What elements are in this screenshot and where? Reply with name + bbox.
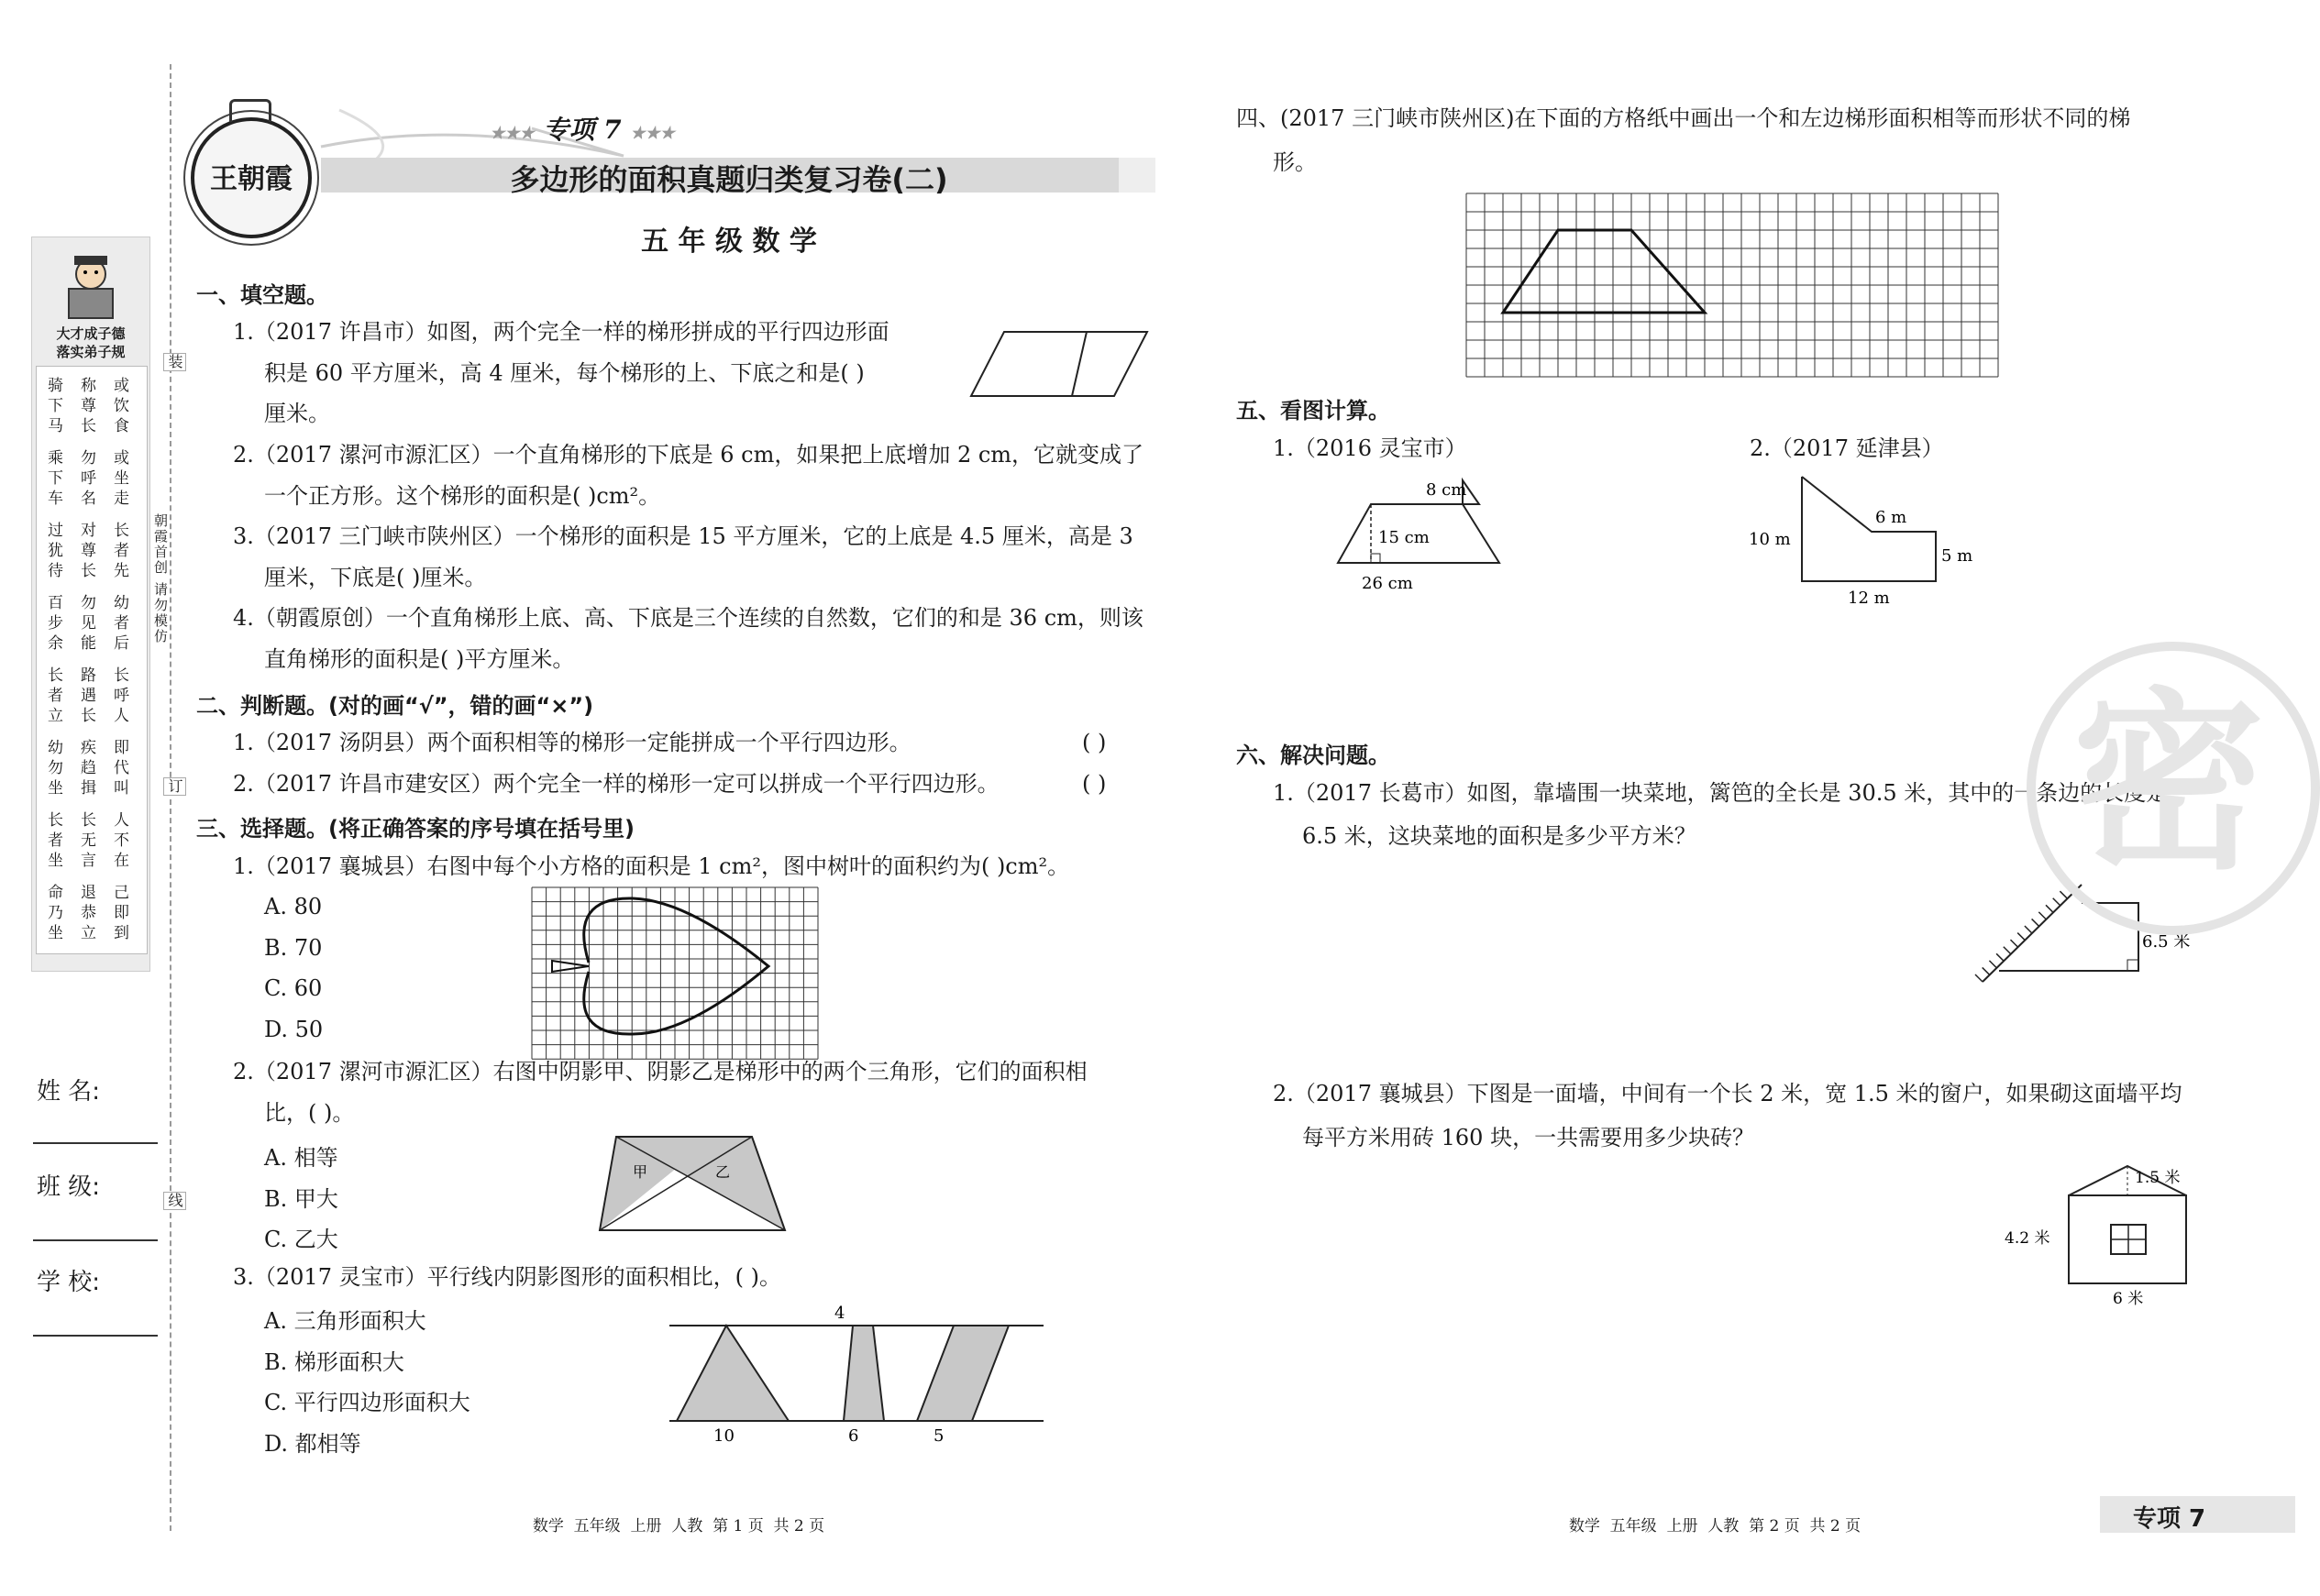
s3-q2-option-b[interactable]: B. 甲大 (264, 1186, 338, 1212)
dizigui-char: 坐 (48, 779, 63, 798)
motto-line-1: 大才成子德 (56, 325, 126, 342)
dizigui-char: 退 (81, 884, 96, 902)
dizigui-char: 下 (48, 469, 63, 488)
dizigui-char: 骑 (48, 377, 63, 395)
dizigui-char: 坐 (114, 469, 129, 488)
dizigui-char: 或 (114, 377, 129, 395)
dizigui-char: 食 (114, 417, 129, 435)
scholar-illustration (32, 243, 149, 325)
s3-q3-option-a[interactable]: A. 三角形面积大 (264, 1308, 426, 1334)
s3-q3: 3.（2017 灵宝市）平行线内阴影图形的面积相比，( )。 (233, 1264, 781, 1290)
dizigui-char: 后 (114, 634, 129, 653)
dizigui-char: 勿 (48, 759, 63, 777)
s3-q2-option-a[interactable]: A. 相等 (264, 1145, 338, 1171)
dizigui-char: 无 (81, 831, 96, 850)
dizigui-char: 步 (48, 614, 63, 633)
dizigui-char: 言 (81, 852, 96, 870)
label-10: 10 (713, 1426, 735, 1446)
copyright-note: 朝霞首创 请勿模仿 (152, 513, 169, 644)
dizigui-char: 下 (48, 397, 63, 415)
shade-label-yi: 乙 (715, 1163, 731, 1181)
dizigui-char: 先 (114, 562, 129, 580)
dizigui-char: 人 (114, 811, 129, 830)
shade-label-jia: 甲 (633, 1163, 648, 1181)
dizigui-char: 代 (114, 759, 129, 777)
class-field[interactable] (33, 1239, 158, 1241)
dizigui-char: 乘 (48, 449, 63, 468)
s4-title-line1: 四、(2017 三门峡市陕州区)在下面的方格纸中画出一个和左边梯形面积相等而形状不同的梯 (1236, 105, 2131, 131)
dizigui-char: 立 (48, 707, 63, 725)
dizigui-char: 能 (81, 634, 96, 653)
dizigui-char: 长 (114, 666, 129, 685)
dizigui-char: 遇 (81, 687, 96, 705)
motto-line-2: 落实弟子规 (56, 344, 126, 360)
s2-q2: 2.（2017 许昌市建安区）两个完全一样的梯形一定可以拼成一个平行四边形。 (233, 771, 1000, 797)
s3-q2-line2: 比，( )。 (264, 1100, 355, 1126)
watermark-text: 密 (2072, 671, 2266, 896)
dizigui-char: 长 (81, 811, 96, 830)
footer-left: 数学 五年级 上册 人教 第 1 页 共 2 页 (532, 1517, 825, 1535)
label-6m: 6 m (1875, 508, 1907, 527)
s6-q2-line2: 每平方米用砖 160 块，一共需要用多少块砖？ (1302, 1125, 1755, 1150)
parallel-lines-figure (669, 1298, 1045, 1445)
dizigui-char: 者 (48, 831, 63, 850)
dizigui-char: 疾 (81, 739, 96, 757)
sidebar-panel (31, 237, 150, 972)
label-26cm: 26 cm (1362, 574, 1413, 593)
s3-q1-option-b[interactable]: B. 70 (264, 935, 323, 961)
s5-q2: 2.（2017 延津县） (1750, 435, 1944, 461)
dizigui-char: 长 (81, 707, 96, 725)
label-5m: 5 m (1941, 546, 1973, 566)
dizigui-char: 人 (114, 707, 129, 725)
footer-right: 数学 五年级 上册 人教 第 2 页 共 2 页 (1568, 1517, 1862, 1535)
dizigui-char: 者 (114, 614, 129, 633)
dizigui-char: 车 (48, 490, 63, 508)
s2-q2-answer-bracket[interactable]: ( ) (1082, 771, 1107, 797)
dizigui-char: 名 (81, 490, 96, 508)
watermark-seal (2027, 642, 2320, 935)
s3-q1-option-d[interactable]: D. 50 (264, 1017, 324, 1042)
s3-q3-option-d[interactable]: D. 都相等 (264, 1431, 361, 1457)
s3-q3-option-c[interactable]: C. 平行四边形面积大 (264, 1390, 470, 1415)
dizigui-char: 称 (81, 377, 96, 395)
s1-q4-line2: 直角梯形的面积是( )平方厘米。 (264, 646, 575, 672)
dizigui-char: 或 (114, 449, 129, 468)
school-field[interactable] (33, 1335, 158, 1337)
dizigui-char: 在 (114, 852, 129, 870)
dizigui-char: 即 (114, 904, 129, 922)
dizigui-char: 乃 (48, 904, 63, 922)
class-label: 班 级: (37, 1173, 101, 1201)
s3-q1-option-c[interactable]: C. 60 (264, 975, 323, 1001)
dizigui-char: 饮 (114, 397, 129, 415)
dizigui-char: 不 (114, 831, 129, 850)
corner-tab-label: 专项 7 (2133, 1505, 2206, 1533)
dizigui-char: 恭 (81, 904, 96, 922)
dizigui-char: 长 (81, 562, 96, 580)
section6-title: 六、解决问题。 (1236, 743, 1390, 768)
s6-q1-line2: 6.5 米，这块菜地的面积是多少平方米？ (1302, 823, 1696, 849)
dizigui-char: 即 (114, 739, 129, 757)
dizigui-char: 见 (81, 614, 96, 633)
dizigui-char: 长 (81, 417, 96, 435)
s1-q4-line1: 4.（朝霞原创）一个直角梯形上底、高、下底是三个连续的自然数，它们的和是 36 cm，则该 (233, 605, 1143, 631)
s6-q1-line1: 1.（2017 长葛市）如图，靠墙围一块菜地，篱笆的全长是 30.5 米，其中的一条边的长度是 (1273, 780, 2169, 806)
label-6m-house: 6 米 (2113, 1290, 2144, 1308)
leaf-grid-figure (532, 887, 822, 1041)
dizigui-char: 待 (48, 562, 63, 580)
page-subtitle: 五 年 级 数 学 (641, 226, 817, 258)
s5-q1-figure (1334, 468, 1518, 596)
dizigui-char: 立 (81, 924, 96, 942)
dizigui-char: 余 (48, 634, 63, 653)
label-4: 4 (834, 1304, 845, 1323)
name-field[interactable] (33, 1142, 158, 1144)
dizigui-char: 叫 (114, 779, 129, 798)
house-wall-figure (1999, 1157, 2201, 1313)
dizigui-char: 勿 (81, 594, 96, 612)
corner-tab (2100, 1496, 2295, 1533)
s3-q2-option-c[interactable]: C. 乙大 (264, 1227, 338, 1252)
binding-dashed-line (170, 64, 171, 1531)
dizigui-char: 对 (81, 522, 96, 540)
dizigui-char: 尊 (81, 397, 96, 415)
dizigui-char: 呼 (114, 687, 129, 705)
dizigui-char: 犹 (48, 542, 63, 560)
topic-line: ★★★ 专项 7 ★★★ (490, 115, 675, 145)
s1-q3-line1: 3.（2017 三门峡市陕州区）一个梯形的面积是 15 平方厘米，它的上底是 4.5 厘米，高是 3 (233, 523, 1133, 549)
s1-q2-line1: 2.（2017 漯河市源汇区）一个直角梯形的下底是 6 cm，如果把上底增加 2 cm，它就变成了 (233, 442, 1144, 468)
s1-q1-line1: 1.（2017 许昌市）如图，两个完全一样的梯形拼成的平行四边形面 (233, 319, 889, 345)
dizigui-char: 路 (81, 666, 96, 685)
s5-q1: 1.（2016 灵宝市） (1273, 435, 1467, 461)
name-label: 姓 名: (37, 1078, 101, 1106)
fold-mark-3: 线 (163, 1192, 186, 1210)
s1-q1-line2: 积是 60 平方厘米，高 4 厘米，每个梯形的上、下底之和是( ) (264, 360, 865, 386)
s3-q1: 1.（2017 襄城县）右图中每个小方格的面积是 1 cm²，图中树叶的面积约为( )cm²。 (233, 853, 1070, 879)
dizigui-char: 命 (48, 884, 63, 902)
dizigui-char: 勿 (81, 449, 96, 468)
label-4-2m: 4.2 米 (2005, 1229, 2050, 1248)
s1-q2-line2: 一个正方形。这个梯形的面积是( )cm²。 (264, 483, 661, 509)
s1-q1-line3: 厘米。 (264, 401, 330, 426)
dizigui-char: 长 (48, 811, 63, 830)
trapezoid-shaded-figure (596, 1133, 789, 1236)
dizigui-char: 尊 (81, 542, 96, 560)
parallelogram-figure (967, 328, 1151, 402)
label-1-5m: 1.5 米 (2135, 1169, 2181, 1187)
dizigui-char: 过 (48, 522, 63, 540)
s3-q3-option-b[interactable]: B. 梯形面积大 (264, 1349, 404, 1375)
label-8cm: 8 cm (1426, 480, 1467, 500)
dizigui-char: 到 (114, 924, 129, 942)
label-12m: 12 m (1848, 589, 1890, 608)
dizigui-char: 呼 (81, 469, 96, 488)
s5-q2-figure (1747, 468, 1973, 614)
dizigui-char: 趋 (81, 759, 96, 777)
s2-q1: 1.（2017 汤阴县）两个面积相等的梯形一定能拼成一个平行四边形。 (233, 730, 911, 755)
s6-q2-line1: 2.（2017 襄城县）下图是一面墙，中间有一个长 2 米，宽 1.5 米的窗户，如果砌这面墙平均 (1273, 1081, 2182, 1106)
fold-mark-2: 订 (163, 777, 186, 796)
topic-label: 专项 7 (543, 115, 622, 145)
dizigui-char: 坐 (48, 852, 63, 870)
s1-q3-line2: 厘米，下底是( )厘米。 (264, 565, 487, 590)
label-10m: 10 m (1749, 530, 1791, 549)
dizigui-char: 走 (114, 490, 129, 508)
s3-q1-option-a[interactable]: A. 80 (264, 894, 323, 919)
dizigui-char: 幼 (48, 739, 63, 757)
section5-title: 五、看图计算。 (1236, 398, 1390, 424)
dizigui-char: 己 (114, 884, 129, 902)
dizigui-char: 百 (48, 594, 63, 612)
section2-title: 二、判断题。(对的画“√”，错的画“×”) (196, 693, 594, 719)
section3-title: 三、选择题。(将正确答案的序号填在括号里) (196, 816, 635, 842)
logo-text: 王朝霞 (210, 163, 293, 195)
section1-title: 一、填空题。 (196, 282, 328, 308)
label-6-5m: 6.5 米 (2142, 932, 2191, 952)
s4-title-line2: 形。 (1273, 149, 1317, 175)
dizigui-char: 揖 (81, 779, 96, 798)
school-label: 学 校: (37, 1269, 101, 1296)
s2-q1-answer-bracket[interactable]: ( ) (1082, 730, 1107, 755)
label-5: 5 (934, 1426, 945, 1446)
drawing-grid[interactable] (1465, 193, 2003, 376)
dizigui-char: 者 (114, 542, 129, 560)
label-6: 6 (848, 1426, 859, 1446)
dizigui-char: 幼 (114, 594, 129, 612)
page-title: 多边形的面积真题归类复习卷(二) (510, 162, 948, 197)
dizigui-char: 长 (48, 666, 63, 685)
dizigui-grid (36, 366, 148, 954)
dizigui-char: 马 (48, 417, 63, 435)
label-15cm: 15 cm (1378, 528, 1430, 547)
s3-q2-line1: 2.（2017 漯河市源汇区）右图中阴影甲、阴影乙是梯形中的两个三角形，它们的面积相 (233, 1059, 1088, 1084)
fold-mark-1: 装 (163, 353, 186, 371)
dizigui-char: 长 (114, 522, 129, 540)
dizigui-char: 者 (48, 687, 63, 705)
dizigui-char: 坐 (48, 924, 63, 942)
